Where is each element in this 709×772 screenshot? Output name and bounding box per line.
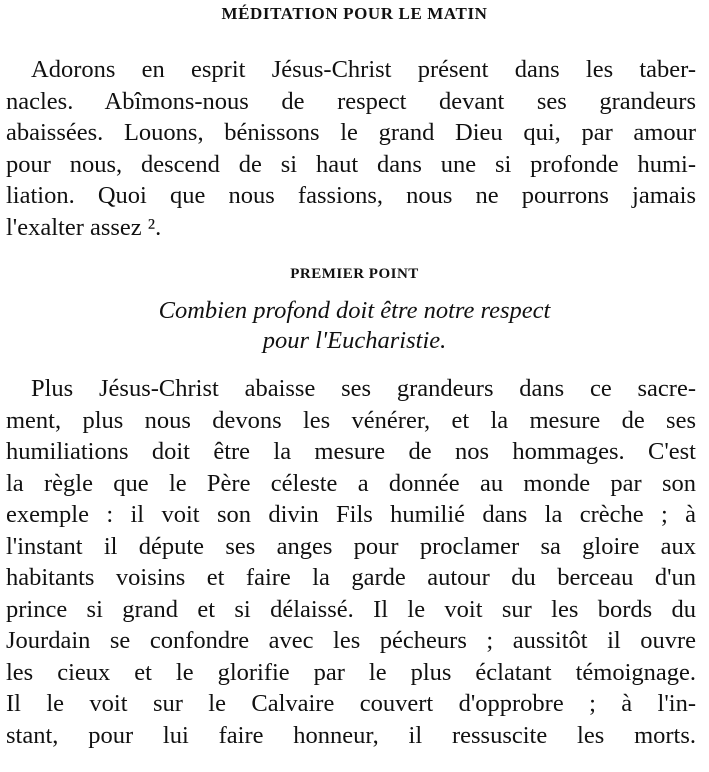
- body-line: les cieux et le glorifie par le plus éclatant témoignage.: [6, 658, 696, 686]
- body-paragraph: [6, 373, 696, 751]
- section-label: PREMIER POINT: [290, 266, 419, 282]
- intro-line: nacles. Abîmons-nous de respect devant ses grandeurs: [6, 87, 696, 115]
- body-line: Il le voit sur le Calvaire couvert d'opprobre ; à l'in-: [6, 690, 696, 717]
- intro-line: abaissées. Louons, bénissons le grand Dieu qui, par amour: [6, 119, 696, 146]
- section-title-line: pour l'Eucharistie.: [262, 327, 447, 354]
- body-line: habitants voisins et faire la garde autour du berceau d'un: [6, 564, 696, 591]
- body-line: ment, plus nous devons les vénérer, et la mesure de ses: [6, 406, 696, 434]
- body-line: l'instant il députe ses anges pour proclamer sa gloire aux: [6, 532, 696, 560]
- body-line: humiliations doit être la mesure de nos hommages. C'est: [6, 438, 696, 465]
- running-header: MÉDITATION POUR LE MATIN: [221, 4, 488, 23]
- intro-line: l'exalter assez ².: [6, 213, 162, 241]
- section-title: [0, 296, 709, 356]
- intro-line: pour nous, descend de si haut dans une si profonde humi-: [6, 150, 696, 178]
- body-line: Jourdain se confondre avec les pécheurs ; aussitôt il ouvre: [6, 627, 696, 654]
- intro-paragraph: [6, 54, 696, 243]
- body-line: Plus Jésus-Christ abaisse ses grandeurs dans ce sacre-: [31, 375, 696, 402]
- body-line: la règle que le Père céleste a donnée au monde par son: [6, 469, 696, 497]
- intro-line: Adorons en esprit Jésus-Christ présent dans les taber-: [31, 56, 696, 83]
- body-line: stant, pour lui faire honneur, il ressuscite les morts.: [6, 721, 696, 749]
- intro-line: liation. Quoi que nous fassions, nous ne pourrons jamais: [6, 182, 696, 209]
- section-title-line: Combien profond doit être notre respect: [158, 297, 551, 324]
- body-line: prince si grand et si délaissé. Il le voit sur les bords du: [6, 595, 696, 623]
- body-line: exemple : il voit son divin Fils humilié dans la crèche ; à: [6, 501, 696, 528]
